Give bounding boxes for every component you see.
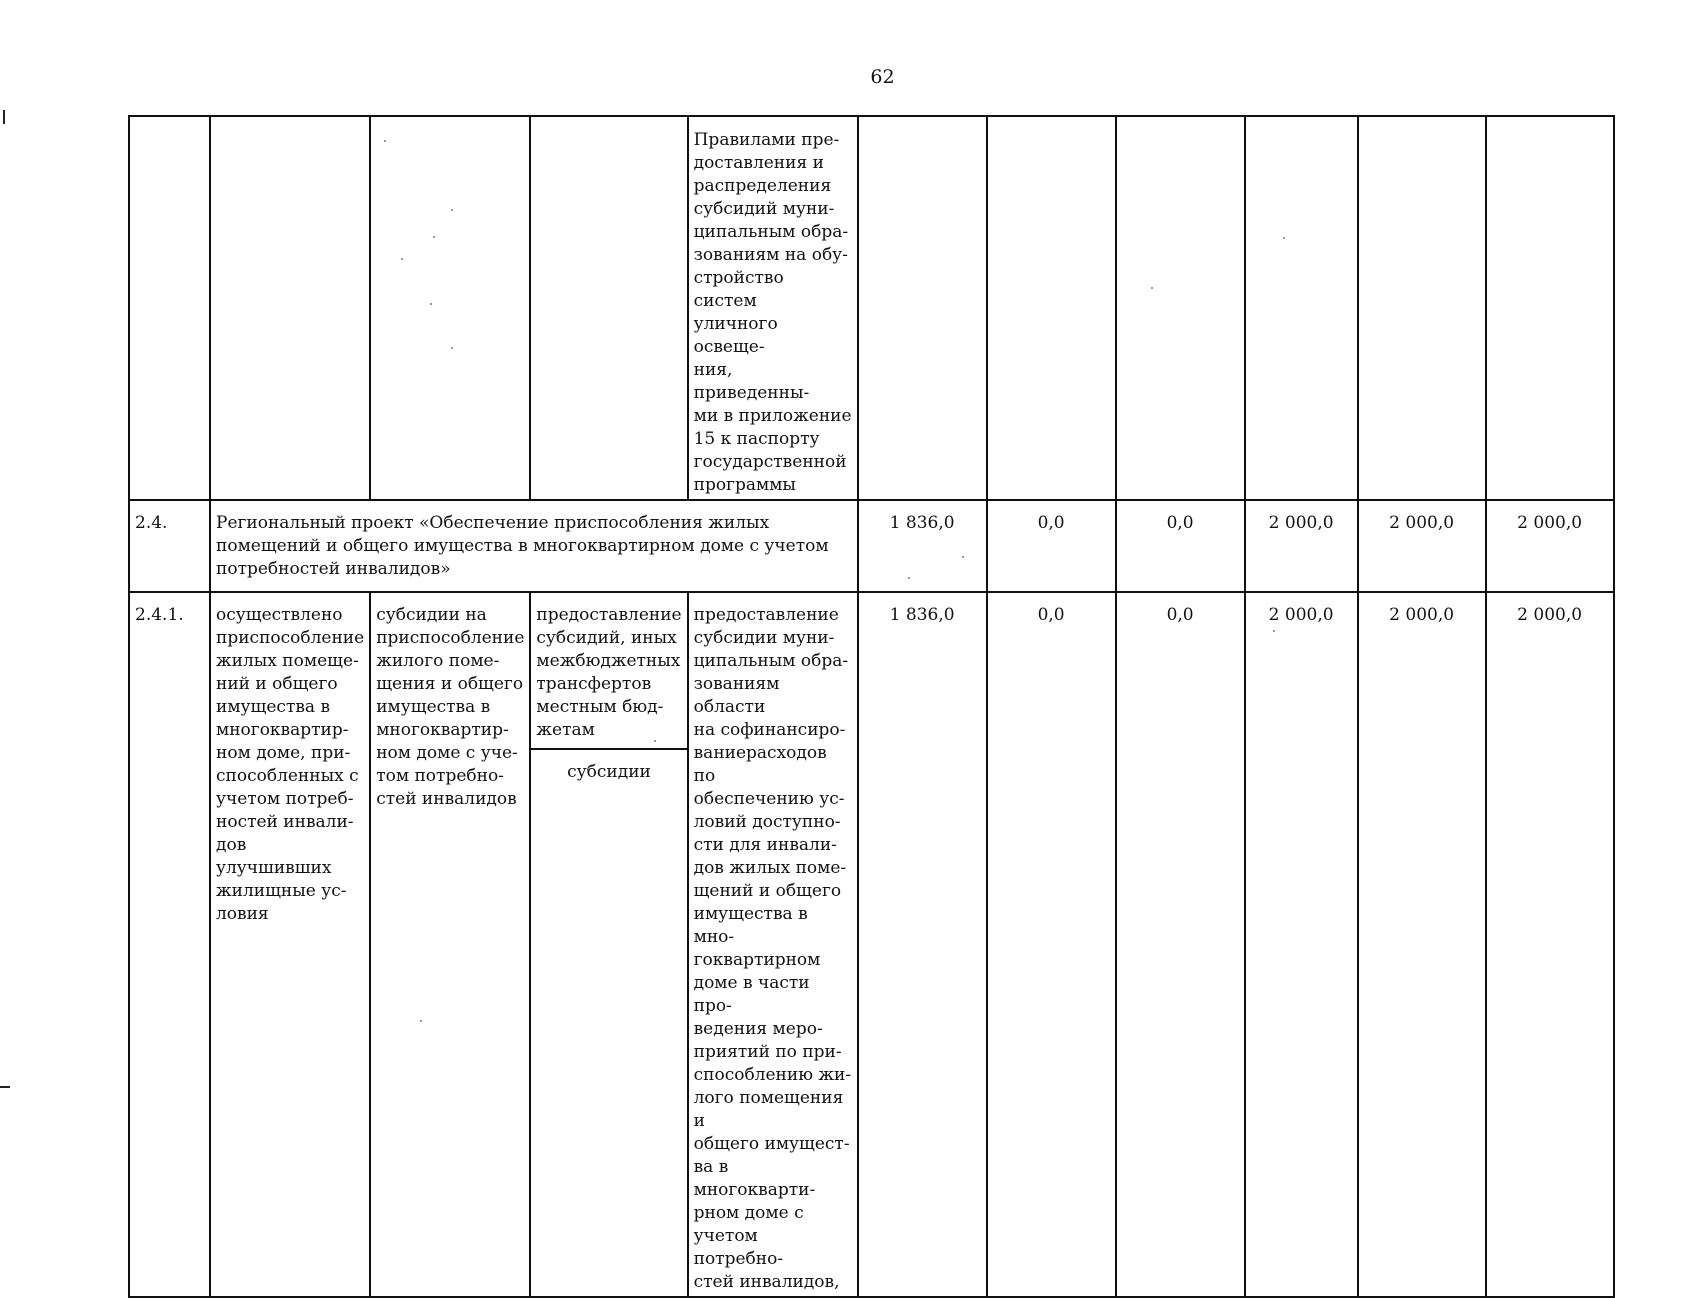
value-cell: 1 836,0 bbox=[858, 500, 987, 592]
cell-empty bbox=[370, 116, 530, 500]
margin-mark bbox=[0, 1086, 10, 1088]
value-cell: 2 000,0 bbox=[1358, 592, 1486, 1297]
scan-speck bbox=[433, 236, 435, 238]
table-row-2-4 bbox=[129, 500, 1614, 592]
scan-speck bbox=[654, 740, 656, 742]
page-number: 62 bbox=[870, 66, 895, 88]
scan-speck bbox=[1273, 630, 1275, 632]
value-cell: 0,0 bbox=[1116, 500, 1245, 592]
table-row-continuation bbox=[129, 116, 1614, 500]
scan-speck bbox=[451, 209, 453, 211]
value-cell: 2 000,0 bbox=[1245, 500, 1358, 592]
mechanism-text: предоставление субсидий, иных межбюджетных трансфертов местным бюд- жетам bbox=[531, 593, 686, 749]
margin-mark bbox=[3, 110, 5, 124]
value-cell: 2 000,0 bbox=[1358, 500, 1486, 592]
cell-empty bbox=[530, 116, 687, 500]
value-cell: 2 000,0 bbox=[1486, 500, 1614, 592]
description-cell: предоставление субсидии муни- ципальным обра- зованиям области на софинансиро- ваниерасходов по обеспечению ус- ловий доступно- сти для инвали- дов жилых поме- щений и общего имущества в мно- гоквартирном доме в части про- ведения меро- приятий по при- способлению жи- лого помещения и общего имущест- ва в многокварти- рном доме с учетом потребно- стей инвалидов, bbox=[688, 592, 858, 1297]
cell-empty bbox=[1116, 116, 1245, 500]
cell-empty bbox=[987, 116, 1116, 500]
program-table bbox=[128, 115, 1615, 1298]
scan-speck bbox=[430, 303, 432, 305]
value-cell: 0,0 bbox=[1116, 592, 1245, 1297]
scan-speck bbox=[1151, 287, 1153, 289]
value-cell: 2 000,0 bbox=[1486, 592, 1614, 1297]
value-cell: 0,0 bbox=[987, 500, 1116, 592]
scan-speck bbox=[451, 347, 453, 349]
table-row-2-4-1 bbox=[129, 592, 1614, 1297]
value-cell: 2 000,0 bbox=[1245, 592, 1358, 1297]
cell-empty bbox=[129, 116, 210, 500]
project-title: Региональный проект «Обеспечение приспособления жилых помещений и общего имущества в многоквартирном доме с учетом потребностей инвалидов» bbox=[210, 500, 858, 592]
scan-speck bbox=[962, 556, 964, 558]
scan-speck bbox=[401, 258, 403, 260]
scan-speck bbox=[420, 1020, 422, 1022]
row-number: 2.4. bbox=[129, 500, 210, 592]
row-number: 2.4.1. bbox=[129, 592, 210, 1297]
scan-speck bbox=[384, 140, 386, 142]
scan-speck bbox=[1283, 237, 1285, 239]
cell-empty bbox=[210, 116, 370, 500]
value-cell: 1 836,0 bbox=[858, 592, 987, 1297]
cell-empty bbox=[858, 116, 987, 500]
result-cell: осуществлено приспособление жилых помеще- ний и общего имущества в многоквартир- ном доме, при- способленных с учетом потреб- ностей инвали- дов улучшивших жилищные ус- ловия bbox=[210, 592, 370, 1297]
rules-text-cell: Правилами пре- доставления и распределения субсидий муни- ципальным обра- зованиям на обу- стройство систем уличного освеще- ния, приведенны- ми в приложение 15 к паспорту государственной программы bbox=[688, 116, 858, 500]
mechanism-cell bbox=[530, 592, 687, 1297]
subsidy-name-cell: субсидии на приспособление жилого поме- щения и общего имущества в многоквартир- ном доме с уче- том потребно- стей инвалидов bbox=[370, 592, 530, 1297]
cell-empty bbox=[1245, 116, 1358, 500]
cell-empty bbox=[1486, 116, 1614, 500]
value-cell: 0,0 bbox=[987, 592, 1116, 1297]
cell-empty bbox=[1358, 116, 1486, 500]
mechanism-nested bbox=[531, 593, 686, 795]
mechanism-sub-text: субсидии bbox=[567, 762, 651, 782]
scan-speck bbox=[908, 577, 910, 579]
